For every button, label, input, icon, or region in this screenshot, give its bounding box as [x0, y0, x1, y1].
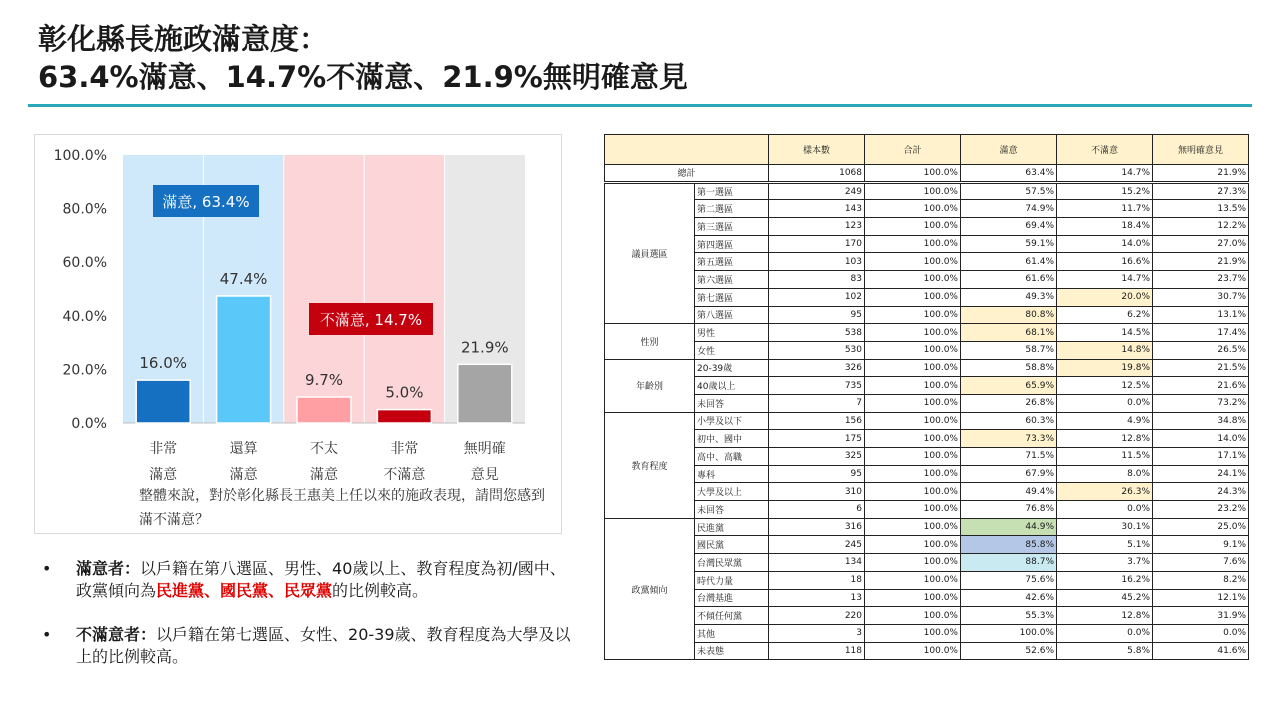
table-cell: 0.0% — [1153, 624, 1249, 642]
table-cell: 57.5% — [961, 182, 1057, 200]
table-cell: 17.4% — [1153, 324, 1249, 342]
table-cell: 49.3% — [961, 288, 1057, 306]
table-row — [605, 182, 1249, 200]
table-row — [605, 271, 1249, 289]
row-label: 小學及以下 — [695, 412, 769, 430]
table-cell: 73.3% — [961, 430, 1057, 448]
bar — [377, 410, 431, 423]
table-cell: 7 — [769, 394, 865, 412]
table-row — [605, 394, 1249, 412]
table-cell: 59.1% — [961, 235, 1057, 253]
bar — [458, 364, 512, 423]
table-cell: 14.5% — [1057, 324, 1153, 342]
row-label: 女性 — [695, 341, 769, 359]
table-cell: 27.3% — [1153, 182, 1249, 200]
table-cell: 13.1% — [1153, 306, 1249, 324]
table-row — [605, 324, 1249, 342]
x-tick-label: 不太 — [310, 441, 338, 457]
group-label: 議員選區 — [605, 182, 695, 324]
table-cell: 14.8% — [1057, 341, 1153, 359]
row-label: 第二選區 — [695, 200, 769, 218]
table-cell: 60.3% — [961, 412, 1057, 430]
table-cell: 12.1% — [1153, 589, 1249, 607]
table-row — [605, 288, 1249, 306]
table-cell: 14.7% — [1057, 271, 1153, 289]
row-label: 未表態 — [695, 642, 769, 660]
table-cell: 16.2% — [1057, 571, 1153, 589]
row-label: 國民黨 — [695, 536, 769, 554]
table-total-row — [605, 165, 1249, 183]
table-cell: 67.9% — [961, 465, 1057, 483]
table-cell: 5.1% — [1057, 536, 1153, 554]
table-cell: 100.0% — [865, 288, 961, 306]
table-cell: 100.0% — [865, 430, 961, 448]
table-cell: 65.9% — [961, 377, 1057, 395]
table-row — [605, 501, 1249, 519]
table-cell: 102 — [769, 288, 865, 306]
table-cell: 45.2% — [1057, 589, 1153, 607]
table-cell: 17.1% — [1153, 448, 1249, 466]
column-header: 樣本數 — [769, 135, 865, 165]
table-cell: 73.2% — [1153, 394, 1249, 412]
x-tick-label: 滿意 — [310, 467, 338, 483]
table-row — [605, 571, 1249, 589]
finding-satisfied — [40, 558, 580, 602]
group-label: 教育程度 — [605, 412, 695, 518]
table-header-row — [605, 135, 1249, 165]
table-cell: 100.0% — [865, 341, 961, 359]
table-cell: 61.6% — [961, 271, 1057, 289]
table-cell: 100.0% — [865, 182, 961, 200]
y-tick-label: 100.0% — [53, 148, 107, 164]
table-cell: 83 — [769, 271, 865, 289]
table-cell: 21.9% — [1153, 253, 1249, 271]
table-cell: 80.8% — [961, 306, 1057, 324]
table-cell: 100.0% — [865, 218, 961, 236]
row-label: 其他 — [695, 624, 769, 642]
row-label: 男性 — [695, 324, 769, 342]
table-cell: 95 — [769, 465, 865, 483]
table-cell: 26.8% — [961, 394, 1057, 412]
table-cell: 44.9% — [961, 518, 1057, 536]
y-tick-label: 40.0% — [62, 308, 107, 325]
table-cell: 100.0% — [865, 200, 961, 218]
table-cell: 100.0% — [865, 571, 961, 589]
table-cell: 23.2% — [1153, 501, 1249, 519]
row-label: 第五選區 — [695, 253, 769, 271]
table-cell: 74.9% — [961, 200, 1057, 218]
finding-text-a: 以戶籍在第八選區、男性、40歲以上、教育程度為初/國中、 政黨傾向為 — [76, 559, 566, 600]
satisfaction-chart — [34, 134, 562, 534]
table-row — [605, 448, 1249, 466]
table-cell: 18.4% — [1057, 218, 1153, 236]
title-line-1: 彰化縣長施政滿意度： — [38, 22, 329, 56]
table-cell: 7.6% — [1153, 554, 1249, 572]
table-cell: 100.0% — [865, 271, 961, 289]
table-cell: 24.3% — [1153, 483, 1249, 501]
table-cell: 100.0% — [865, 536, 961, 554]
row-label: 民進黨 — [695, 518, 769, 536]
crosstab-table — [604, 134, 1249, 660]
y-tick-label: 20.0% — [62, 362, 107, 379]
table-cell: 100.0% — [865, 518, 961, 536]
table-row — [605, 430, 1249, 448]
table-cell: 11.5% — [1057, 448, 1153, 466]
table-cell: 100.0% — [865, 554, 961, 572]
row-label: 高中、高職 — [695, 448, 769, 466]
table-row — [605, 483, 1249, 501]
table-cell: 26.5% — [1153, 341, 1249, 359]
table-cell: 8.0% — [1057, 465, 1153, 483]
table-cell: 16.6% — [1057, 253, 1153, 271]
table-row — [605, 465, 1249, 483]
chart-question-label: 整體來說，對於彰化縣長王惠美上任以來的施政表現，請問您感到滿不滿意？ — [139, 488, 545, 528]
table-cell: 3.7% — [1057, 554, 1153, 572]
bar-value-label: 21.9% — [460, 338, 509, 357]
column-header: 無明確意見 — [1153, 135, 1249, 165]
row-label: 未回答 — [695, 501, 769, 519]
table-cell: 0.0% — [1057, 624, 1153, 642]
row-label: 台灣基進 — [695, 589, 769, 607]
table-cell: 100.0% — [865, 235, 961, 253]
table-cell: 68.1% — [961, 324, 1057, 342]
bar — [136, 380, 190, 423]
finding-text-a: 以戶籍在第七選區、女性、20-39歲、教育程度為大學及以上的比例較高。 — [76, 625, 571, 666]
table-cell: 538 — [769, 324, 865, 342]
table-cell: 75.6% — [961, 571, 1057, 589]
table-cell: 58.8% — [961, 359, 1057, 377]
table-cell: 3 — [769, 624, 865, 642]
table-row — [605, 589, 1249, 607]
y-tick-label: 60.0% — [62, 255, 107, 272]
table-cell: 735 — [769, 377, 865, 395]
bar-value-label: 9.7% — [304, 371, 344, 390]
bar-value-label: 47.4% — [219, 269, 268, 288]
x-tick-label: 滿意 — [229, 467, 258, 483]
table-row — [605, 536, 1249, 554]
table-cell: 326 — [769, 359, 865, 377]
table-cell: 134 — [769, 554, 865, 572]
table-cell: 316 — [769, 518, 865, 536]
table-row — [605, 554, 1249, 572]
table-cell: 21.5% — [1153, 359, 1249, 377]
table-row — [605, 306, 1249, 324]
table-cell: 30.1% — [1057, 518, 1153, 536]
finding-lead: 不滿意者： — [76, 625, 157, 644]
row-label: 不傾任何黨 — [695, 607, 769, 625]
table-cell: 21.6% — [1153, 377, 1249, 395]
table-cell: 42.6% — [961, 589, 1057, 607]
table-cell: 100.0% — [865, 501, 961, 519]
table-cell: 100.0% — [865, 412, 961, 430]
table-row — [605, 359, 1249, 377]
title-line-2: 63.4%滿意、14.7%不滿意、21.9%無明確意見 — [38, 60, 688, 94]
table-cell: 4.9% — [1057, 412, 1153, 430]
table-cell: 100.0% — [961, 624, 1057, 642]
bullet-dot-icon: • — [42, 625, 52, 644]
table-cell: 76.8% — [961, 501, 1057, 519]
table-cell: 71.5% — [961, 448, 1057, 466]
table-row — [605, 377, 1249, 395]
row-label: 第四選區 — [695, 235, 769, 253]
x-tick-label: 非常 — [390, 441, 419, 457]
bar — [217, 296, 271, 423]
table-cell: 100.0% — [865, 642, 961, 660]
table-cell: 1068 — [769, 165, 865, 183]
table-row — [605, 218, 1249, 236]
row-label: 總計 — [605, 165, 769, 183]
table-cell: 20.0% — [1057, 288, 1153, 306]
table-cell: 9.1% — [1153, 536, 1249, 554]
table-cell: 30.7% — [1153, 288, 1249, 306]
table-row — [605, 235, 1249, 253]
y-tick-label: 0.0% — [71, 416, 107, 432]
row-label: 第八選區 — [695, 306, 769, 324]
table-cell: 245 — [769, 536, 865, 554]
table-cell: 18 — [769, 571, 865, 589]
x-tick-label: 還算 — [229, 441, 258, 457]
row-label: 第六選區 — [695, 271, 769, 289]
table-cell: 63.4% — [961, 165, 1057, 183]
table-cell: 100.0% — [865, 394, 961, 412]
row-label: 台灣民眾黨 — [695, 554, 769, 572]
chart-canvas — [35, 135, 563, 535]
table-cell: 26.3% — [1057, 483, 1153, 501]
bullet-dot-icon: • — [42, 559, 52, 578]
row-label: 第三選區 — [695, 218, 769, 236]
table-corner-cell — [605, 135, 769, 165]
table-cell: 100.0% — [865, 359, 961, 377]
table-cell: 95 — [769, 306, 865, 324]
table-cell: 100.0% — [865, 377, 961, 395]
finding-dissatisfied — [40, 624, 580, 668]
table-cell: 25.0% — [1153, 518, 1249, 536]
table-cell: 24.1% — [1153, 465, 1249, 483]
table-cell: 6.2% — [1057, 306, 1153, 324]
table-cell: 100.0% — [865, 624, 961, 642]
y-tick-label: 80.0% — [62, 201, 107, 218]
row-label: 專科 — [695, 465, 769, 483]
table-cell: 15.2% — [1057, 182, 1153, 200]
table-cell: 100.0% — [865, 589, 961, 607]
table-cell: 100.0% — [865, 448, 961, 466]
table-row — [605, 518, 1249, 536]
table-cell: 6 — [769, 501, 865, 519]
table-cell: 14.0% — [1153, 430, 1249, 448]
table-cell: 8.2% — [1153, 571, 1249, 589]
table-cell: 325 — [769, 448, 865, 466]
row-label: 未回答 — [695, 394, 769, 412]
table-cell: 11.7% — [1057, 200, 1153, 218]
table-cell: 49.4% — [961, 483, 1057, 501]
table-cell: 103 — [769, 253, 865, 271]
row-label: 40歲以上 — [695, 377, 769, 395]
table-cell: 100.0% — [865, 465, 961, 483]
table-cell: 61.4% — [961, 253, 1057, 271]
table-cell: 55.3% — [961, 607, 1057, 625]
table-cell: 58.7% — [961, 341, 1057, 359]
table-cell: 0.0% — [1057, 501, 1153, 519]
table-cell: 0.0% — [1057, 394, 1153, 412]
table-cell: 100.0% — [865, 253, 961, 271]
bar-value-label: 5.0% — [385, 383, 424, 402]
row-label: 時代力量 — [695, 571, 769, 589]
table-cell: 118 — [769, 642, 865, 660]
table-cell: 100.0% — [865, 324, 961, 342]
finding-lead: 滿意者： — [76, 559, 141, 578]
table-cell: 249 — [769, 182, 865, 200]
table-cell: 100.0% — [865, 165, 961, 183]
table-cell: 85.8% — [961, 536, 1057, 554]
table-cell: 100.0% — [865, 483, 961, 501]
table-cell: 170 — [769, 235, 865, 253]
group-label: 性別 — [605, 324, 695, 359]
table-cell: 13 — [769, 589, 865, 607]
title-divider — [28, 104, 1252, 107]
group-label: 政黨傾向 — [605, 518, 695, 660]
row-label: 第七選區 — [695, 288, 769, 306]
table-cell: 530 — [769, 341, 865, 359]
column-header: 合計 — [865, 135, 961, 165]
table-cell: 14.7% — [1057, 165, 1153, 183]
table-cell: 143 — [769, 200, 865, 218]
table-cell: 12.8% — [1057, 430, 1153, 448]
table-cell: 123 — [769, 218, 865, 236]
column-header: 不滿意 — [1057, 135, 1153, 165]
table-cell: 69.4% — [961, 218, 1057, 236]
group-label: 年齡別 — [605, 359, 695, 412]
table-cell: 12.8% — [1057, 607, 1153, 625]
table-cell: 100.0% — [865, 306, 961, 324]
x-tick-label: 滿意 — [149, 467, 178, 483]
row-label: 大學及以上 — [695, 483, 769, 501]
table-cell: 310 — [769, 483, 865, 501]
findings-list — [40, 558, 580, 690]
row-label: 第一選區 — [695, 182, 769, 200]
table-cell: 12.2% — [1153, 218, 1249, 236]
group-callout-label: 滿意, 63.4% — [162, 193, 250, 211]
table-cell: 14.0% — [1057, 235, 1153, 253]
x-tick-label: 無明確 — [463, 441, 506, 457]
bar — [297, 397, 351, 423]
row-label: 初中、國中 — [695, 430, 769, 448]
table-cell: 34.8% — [1153, 412, 1249, 430]
table-cell: 41.6% — [1153, 642, 1249, 660]
table-cell: 21.9% — [1153, 165, 1249, 183]
column-header: 滿意 — [961, 135, 1057, 165]
group-callout-label: 不滿意, 14.7% — [319, 311, 423, 329]
table-cell: 27.0% — [1153, 235, 1249, 253]
x-tick-label: 非常 — [149, 441, 178, 457]
finding-text-b: 的比例較高。 — [332, 581, 429, 600]
table-cell: 52.6% — [961, 642, 1057, 660]
table-row — [605, 412, 1249, 430]
page-title — [38, 20, 688, 96]
table-row — [605, 624, 1249, 642]
finding-highlight: 民進黨、國民黨、民眾黨 — [156, 581, 333, 600]
row-label: 20-39歲 — [695, 359, 769, 377]
table-cell: 13.5% — [1153, 200, 1249, 218]
x-tick-label: 意見 — [470, 467, 499, 483]
x-tick-label: 不滿意 — [383, 467, 426, 483]
table-row — [605, 200, 1249, 218]
table-cell: 5.8% — [1057, 642, 1153, 660]
table-cell: 12.5% — [1057, 377, 1153, 395]
bar-value-label: 16.0% — [139, 354, 188, 373]
table-cell: 19.8% — [1057, 359, 1153, 377]
table-row — [605, 341, 1249, 359]
table-cell: 31.9% — [1153, 607, 1249, 625]
table-row — [605, 642, 1249, 660]
table-row — [605, 607, 1249, 625]
table-cell: 156 — [769, 412, 865, 430]
table-cell: 23.7% — [1153, 271, 1249, 289]
table-cell: 220 — [769, 607, 865, 625]
table-cell: 175 — [769, 430, 865, 448]
table-cell: 88.7% — [961, 554, 1057, 572]
table-row — [605, 253, 1249, 271]
table-cell: 100.0% — [865, 607, 961, 625]
